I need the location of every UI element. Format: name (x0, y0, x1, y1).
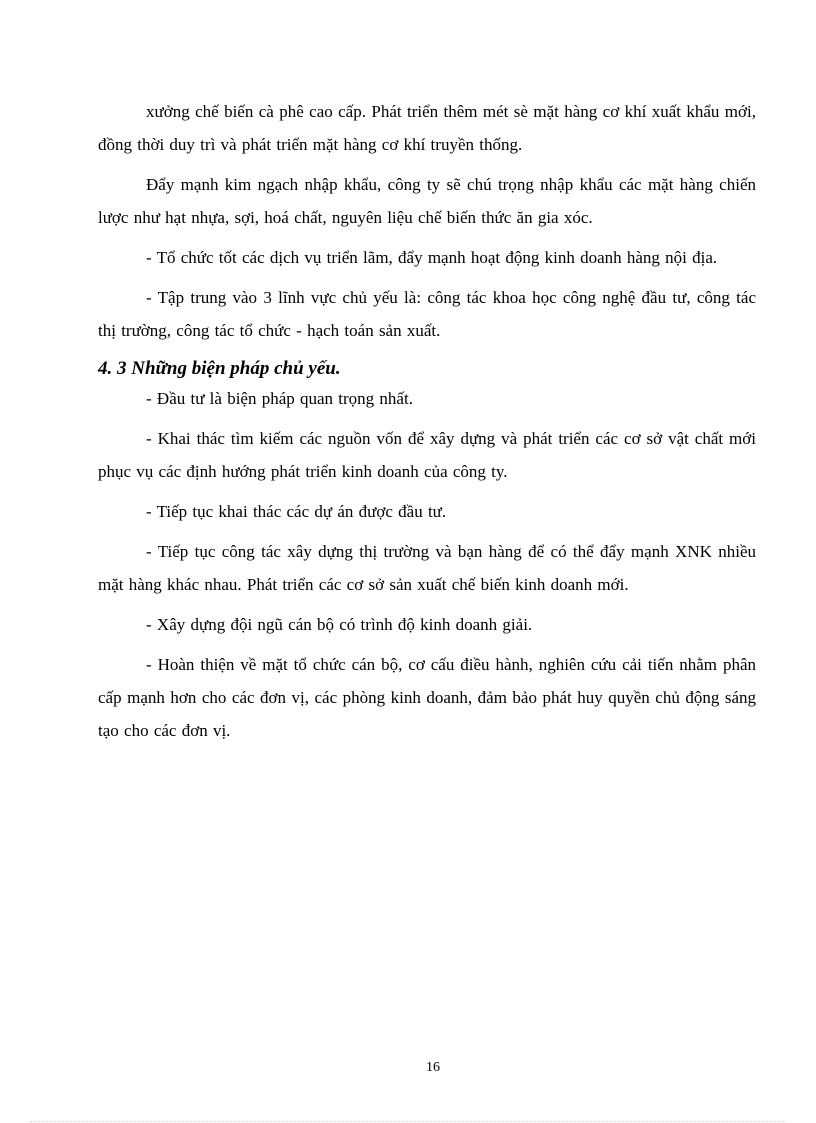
paragraph: - Tổ chức tốt các dịch vụ triển lãm, đẩy mạnh hoạt động kinh doanh hàng nội địa. (146, 248, 718, 267)
paragraph: xưởng chế biến cà phê cao cấp. Phát triển thêm mét sè mặt hàng cơ khí xuất khẩu mới, đồng thời duy trì và phát triển mặt hàng cơ khí truyền thống. (98, 102, 756, 154)
paragraph: - Tập trung vào 3 lĩnh vực chủ yếu là: công tác khoa học công nghệ đầu tư, công tác thị trường, công tác tổ chức - hạch toán sản xuất. (98, 288, 756, 340)
section-heading: 4. 3 Những biện pháp chủ yếu. (98, 358, 341, 379)
paragraph: - Khai thác tìm kiếm các nguồn vốn để xây dựng và phát triển các cơ sở vật chất mới phục vụ các định hướng phát triển kinh doanh của công ty. (98, 429, 756, 481)
paragraph: - Đầu tư là biện pháp quan trọng nhất. (146, 389, 413, 408)
paragraph: - Xây dựng đội ngũ cán bộ có trình độ kinh doanh giải. (146, 615, 533, 634)
page-body (98, 95, 756, 754)
paragraph: - Tiếp tục khai thác các dự án được đầu tư. (146, 502, 447, 521)
paragraph: Đẩy mạnh kim ngạch nhập khẩu, công ty sẽ chú trọng nhập khẩu các mặt hàng chiến lược như hạt nhựa, sợi, hoá chất, nguyên liệu chế biến thức ăn gia xóc. (98, 175, 756, 227)
paragraph: - Hoàn thiện về mặt tổ chức cán bộ, cơ cấu điều hành, nghiên cứu cải tiến nhằm phân cấp mạnh hơn cho các đơn vị, các phòng kinh doanh, đảm bảo phát huy quyền chủ động sáng tạo cho các đơn vị. (98, 655, 756, 740)
page-bottom-divider (30, 1121, 786, 1122)
page-number: 16 (426, 1060, 440, 1075)
paragraph: - Tiếp tục công tác xây dựng thị trường và bạn hàng để có thể đẩy mạnh XNK nhiều mặt hàng khác nhau. Phát triển các cơ sở sản xuất chế biến kinh doanh mới. (98, 542, 756, 594)
